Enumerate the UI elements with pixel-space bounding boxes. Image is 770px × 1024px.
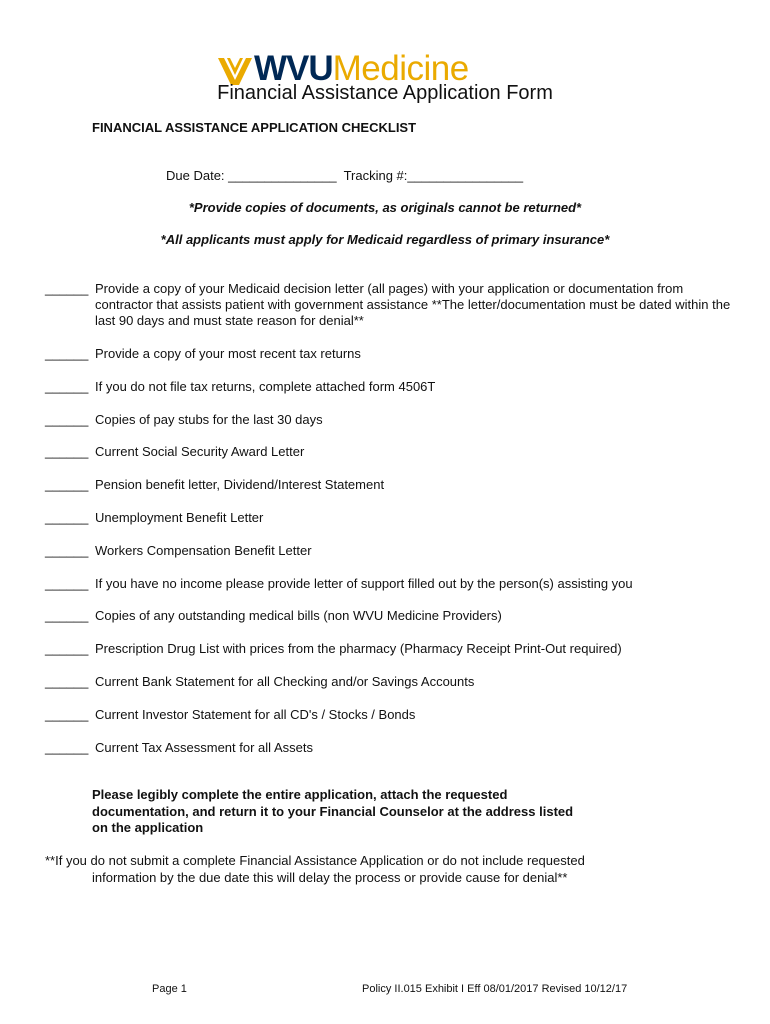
checklist-item [45, 477, 735, 493]
check-blank: ______ [45, 706, 89, 722]
checklist-item-text: Current Tax Assessment for all Assets [95, 739, 313, 755]
wvu-medicine-logo [218, 44, 469, 86]
checklist-item-text: If you have no income please provide letter of support filled out by the person(s) assisting you [95, 575, 633, 591]
checklist-item [45, 576, 735, 592]
checklist-item-text: Unemployment Benefit Letter [95, 509, 264, 525]
checklist-item [45, 674, 735, 690]
logo-text-medicine: Medicine [332, 49, 469, 88]
checklist-item-text: Current Social Security Award Letter [95, 444, 305, 460]
form-title: Financial Assistance Application Form [217, 82, 553, 104]
check-blank: ______ [45, 411, 89, 427]
checklist-item [45, 281, 735, 329]
footnote-line-1: **If you do not submit a complete Financial Assistance Application or do not include requested [45, 853, 585, 868]
logo-text-wvu: WVU [254, 49, 333, 88]
checklist-item-text: Provide a copy of your Medicaid decision letter (all pages) with your application or documentation from contractor that assists patient with government assistance **The letter/documentation must be dated within the last 90 days and must state reason for denial** [95, 281, 731, 328]
checklist-item [45, 346, 735, 362]
checklist-item-text: Workers Compensation Benefit Letter [95, 542, 312, 558]
denial-footnote [45, 852, 685, 886]
check-blank: ______ [45, 575, 89, 591]
check-blank: ______ [45, 542, 89, 558]
checklist-item-text: Provide a copy of your most recent tax returns [95, 346, 361, 361]
checklist-item [45, 379, 735, 395]
checklist-item-text: Current Investor Statement for all CD's / Stocks / Bonds [95, 706, 416, 722]
check-blank: ______ [45, 378, 89, 394]
checklist-item [45, 707, 735, 723]
checklist-item [45, 444, 735, 460]
footnote-line-2: information by the due date this will delay the process or provide cause for denial** [92, 870, 568, 885]
medicaid-note: *All applicants must apply for Medicaid regardless of primary insurance* [160, 232, 610, 247]
checklist-item [45, 740, 735, 756]
page-number: Page 1 [152, 983, 187, 995]
checklist-item-text: Copies of pay stubs for the last 30 days [95, 411, 323, 427]
submission-instructions: Please legibly complete the entire application, attach the requested documentation, and return it to your Financial Counselor at the address listed on the application [92, 787, 574, 835]
checklist-item [45, 510, 735, 526]
check-blank: ______ [45, 509, 89, 525]
checklist-item [45, 543, 735, 559]
checklist-item-text: Current Bank Statement for all Checking and/or Savings Accounts [95, 673, 475, 689]
check-blank: ______ [45, 281, 89, 296]
policy-reference: Policy II.015 Exhibit I Eff 08/01/2017 Revised 10/12/17 [362, 983, 628, 995]
checklist-item-text: If you do not file tax returns, complete attached form 4506T [95, 378, 436, 394]
checklist-item-text: Pension benefit letter, Dividend/Interest Statement [95, 477, 385, 493]
check-blank: ______ [45, 673, 89, 689]
checklist-items [45, 281, 735, 772]
checklist-title: FINANCIAL ASSISTANCE APPLICATION CHECKLIST [92, 120, 417, 135]
check-blank: ______ [45, 739, 89, 755]
checklist-item-text: Prescription Drug List with prices from the pharmacy (Pharmacy Receipt Print-Out required) [95, 641, 622, 657]
checklist-item-text: Copies of any outstanding medical bills (non WVU Medicine Providers) [95, 608, 502, 624]
check-blank: ______ [45, 444, 89, 460]
checklist-item [45, 412, 735, 428]
check-blank: ______ [45, 608, 89, 624]
check-blank: ______ [45, 641, 89, 657]
check-blank: ______ [45, 346, 89, 361]
copies-note: *Provide copies of documents, as originals cannot be returned* [188, 200, 582, 215]
check-blank: ______ [45, 477, 89, 493]
checklist-item [45, 608, 735, 624]
checklist-item [45, 641, 735, 657]
due-date-tracking-line: Due Date: _______________ Tracking #:________________ [166, 168, 524, 183]
